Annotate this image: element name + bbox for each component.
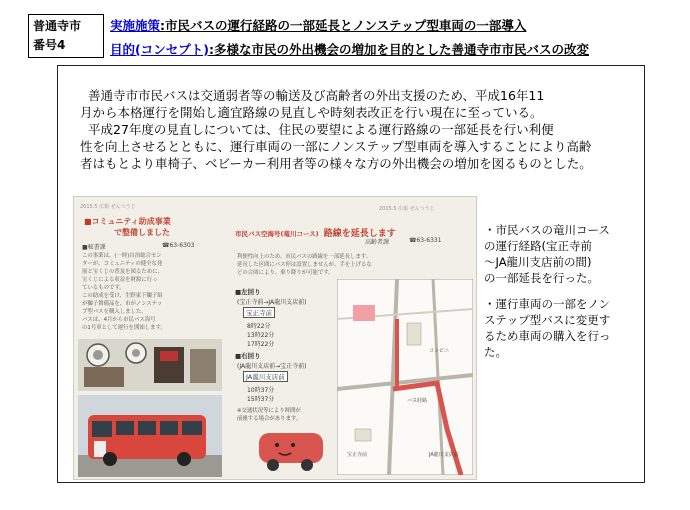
map-label-store: コンビニ (429, 348, 450, 354)
note-line: の一部延長を行った。 (484, 271, 599, 285)
left-turn-time: 13時22分 (247, 332, 275, 339)
flyer-text-line: ターが、コミュニティの健全な発 (82, 261, 163, 267)
measure-heading (110, 16, 526, 34)
paragraph-line: 者はもとより車椅子、ベビーカー利用者等の様々な方の外出機会の増加を図るものとした。 (80, 156, 592, 171)
red-bus-illustration (257, 429, 325, 473)
flyer-note (237, 407, 301, 423)
right-turn-time: 15時37分 (247, 396, 275, 403)
left-turn-time: 17時22分 (247, 341, 275, 348)
purpose-heading (110, 40, 589, 58)
note-line: の運行経路(宝正寺前 (484, 239, 592, 253)
note-line: ・市民バスの竜川コース (484, 223, 610, 237)
map-label-stop-a: 宝正寺前 (347, 452, 368, 458)
left-turn-stop: 宝正寺前 (243, 307, 275, 318)
flyer-text-line: この助成を受け、生野東下獅子組 (82, 293, 163, 299)
flyer-left-dept: ■秘書課 (82, 244, 106, 251)
note-route-extension (484, 222, 644, 286)
note-line: ～JA龍川支店前の間) (484, 255, 592, 269)
right-turn-title: ■右回り (235, 352, 261, 360)
nonstep-bus-photo (78, 395, 222, 477)
route-map (337, 279, 473, 475)
flyer-text-line: バスは、4月から市民バス海号 (82, 317, 156, 323)
paragraph-background (80, 87, 640, 121)
right-turn-route: (JA龍川支店前→宝正寺前) (237, 363, 307, 370)
flyer-text-line: 前後する場合があります。 (237, 416, 302, 422)
map-label-stop-b: JA龍川支店前 (429, 452, 459, 458)
flyer-text-line: ※交通状況等により時間が (237, 408, 301, 414)
flyer-right-title-part2: 路線を延長します (323, 229, 396, 239)
paragraph-line: 平成27年度の見直しについては、住民の要望による運行路線の一部延長を行い利便 (88, 122, 554, 137)
newsletter-clipping (73, 196, 477, 480)
measure-text: 市民バスの運行経路の一部延長とノンステップ型車両の一部導入 (165, 18, 527, 33)
municipality-name: 普通寺市 (33, 19, 82, 33)
flyer-right-title-part1: 市民バス空海号(竜川コース) (235, 230, 319, 238)
flyer-left-column (74, 197, 224, 480)
flyer-right-column (229, 197, 477, 480)
flyer-text-line: この事業は、(一財)自治総合セン (82, 253, 162, 259)
purpose-text: 多様な市民の外出機会の増加を目的とした善通寺市市民バスの改変 (213, 42, 589, 57)
note-vehicle-purchase (484, 296, 644, 360)
flyer-text-line: 利便性向上のため、市民バスの路線を一部延長します。 (237, 254, 372, 260)
paragraph-line: 善通寺市市民バスは交通弱者等の輸送及び高齢者の外出支援のため、平成16年11 (88, 88, 545, 103)
note-line: た。 (484, 345, 507, 359)
note-line: ステップ型バスに変更す (484, 313, 611, 327)
entry-number: 番号4 (33, 38, 66, 52)
note-line: ・運行車両の一部をノン (484, 297, 611, 311)
flyer-left-header: 2015.5 広報 ぜんつうじ (80, 204, 136, 210)
flyer-text-line: 宝くじによる収益を財源に行っ (82, 277, 158, 283)
right-turn-time: 10時37分 (247, 387, 275, 394)
purpose-sep: : (208, 42, 214, 57)
right-turn-stop: JA龍川支店前 (243, 371, 288, 382)
paragraph-line: 性を向上させるとともに、運行車両の一部にノンステップ型車両を導入することにより高齢 (80, 139, 592, 154)
flyer-text-line: 展と宝くじの普及を図るために、 (82, 269, 163, 275)
flyer-left-phone: ☎63-6303 (162, 242, 195, 249)
lion-dance-photo (78, 339, 222, 391)
flyer-left-title2: で整備しました (114, 228, 170, 237)
flyer-right-dept: 高齢者課 (365, 239, 390, 246)
left-turn-time: 8時22分 (247, 323, 271, 330)
flyer-right-phone: ☎63-6331 (409, 237, 442, 244)
flyer-text-line: が獅子舞備品を、市がノンステッ (82, 301, 163, 307)
note-line: るため車両の購入を行っ (484, 329, 611, 343)
paragraph-line: 月から本格運行を開始し適宜路線の見直しや時刻表改正を行い現在に至っている。 (80, 105, 543, 120)
flyer-text-line: 延長した区間にバス停は設置しませんが、手を上げるな (237, 262, 372, 268)
flyer-text-line: の1号車として運行を開始します。 (82, 325, 166, 331)
municipality-id-box (28, 14, 104, 58)
flyer-text-line: ているものです。 (82, 285, 125, 291)
flyer-text-line: どの合図により、乗り降りが可能です。 (237, 270, 334, 276)
flyer-left-body (82, 252, 166, 332)
map-label-route: バス経路 (407, 398, 428, 404)
flyer-right-header: 2015.5 広報 ぜんつうじ (379, 206, 435, 212)
measure-label: 実施施策 (110, 18, 161, 33)
flyer-right-body (237, 253, 372, 277)
flyer-left-title1: ■コミュニティ助成事業 (84, 217, 171, 226)
paragraph-review (80, 121, 640, 172)
purpose-label: 目的(コンセプト) (110, 42, 209, 57)
flyer-text-line: プ型バスを購入しました。 (82, 309, 147, 315)
measure-sep: : (160, 18, 166, 33)
left-turn-route: (宝正寺前→JA龍川支店前) (237, 299, 307, 306)
left-turn-title: ■左回り (235, 288, 261, 296)
